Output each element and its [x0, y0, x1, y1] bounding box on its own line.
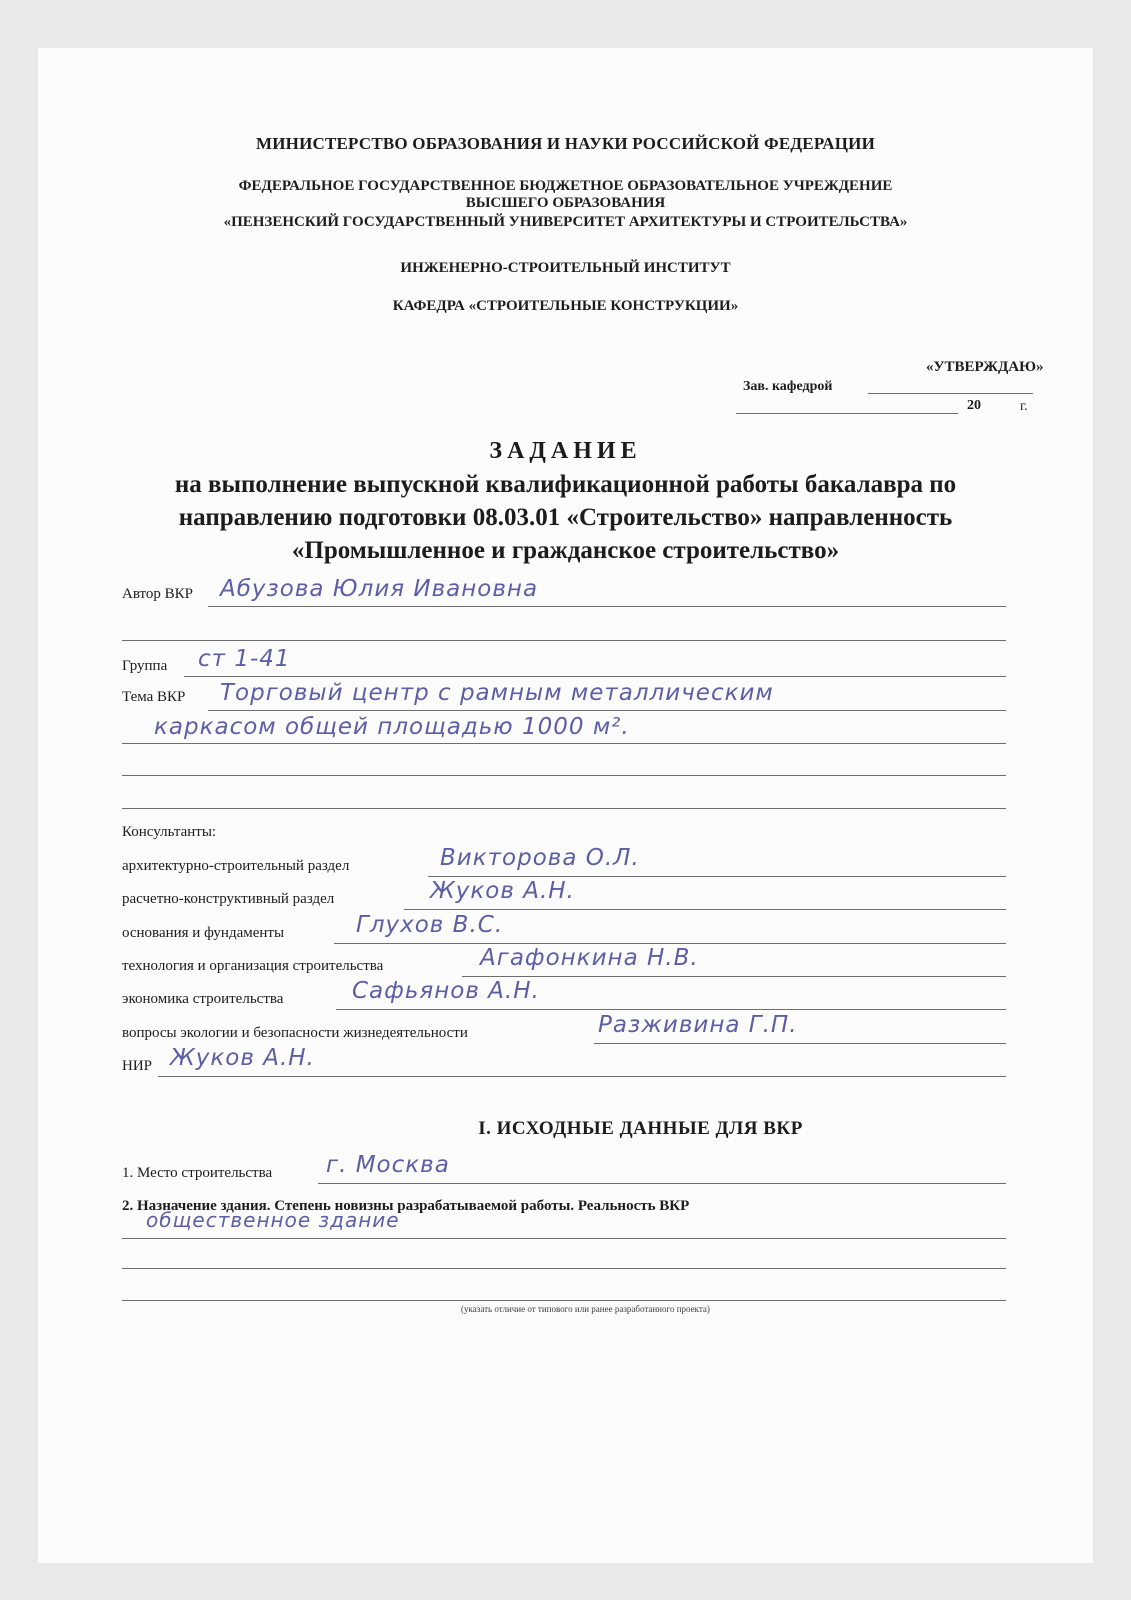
author-extra-line: [122, 640, 1006, 641]
consultant-value-structural: Жуков А.Н.: [430, 878, 575, 904]
approval-year-prefix: 20: [967, 398, 981, 413]
topic-handwritten-line-1: Торговый центр с рамным металлическим: [220, 680, 774, 706]
construction-site-label: 1. Место строительства: [122, 1165, 273, 1181]
topic-line-2: [122, 743, 1006, 744]
building-purpose-line-1: [122, 1238, 1006, 1239]
consultant-line-architecture: [428, 876, 1006, 877]
approval-year-suffix: г.: [1020, 399, 1028, 414]
head-of-department-label: Зав. кафедрой: [743, 379, 833, 394]
consultants-label: Консультанты:: [122, 824, 217, 840]
consultant-label-research: НИР: [122, 1058, 153, 1074]
head-signature-line: [868, 393, 1033, 394]
title-line-1: на выполнение выпускной квалификационной работы бакалавра по: [174, 471, 957, 498]
document-title: ЗАДАНИЕ: [489, 438, 642, 464]
institution-line-3: «ПЕНЗЕНСКИЙ ГОСУДАРСТВЕННЫЙ УНИВЕРСИТЕТ АРХИТЕКТУРЫ И СТРОИТЕЛЬСТВА»: [223, 214, 908, 230]
approval-stamp-text: «УТВЕРЖДАЮ»: [926, 359, 1044, 375]
consultant-value-technology: Агафонкина Н.В.: [480, 945, 699, 971]
group-handwritten: ст 1-41: [198, 646, 291, 672]
consultant-value-research: Жуков А.Н.: [170, 1045, 315, 1071]
topic-line-3: [122, 775, 1006, 776]
group-label: Группа: [122, 658, 168, 674]
author-line: [208, 606, 1006, 607]
building-purpose-value: общественное здание: [146, 1208, 400, 1232]
topic-handwritten-line-2: каркасом общей площадью 1000 м².: [154, 714, 630, 740]
consultant-label-economics: экономика строительства: [122, 991, 284, 1007]
group-line: [184, 676, 1006, 677]
construction-site-line: [318, 1183, 1006, 1184]
consultant-label-foundations: основания и фундаменты: [122, 925, 285, 941]
topic-label: Тема ВКР: [122, 689, 186, 705]
consultant-label-architecture: архитектурно-строительный раздел: [122, 858, 350, 874]
consultant-line-technology: [462, 976, 1006, 977]
consultant-label-technology: технология и организация строительства: [122, 958, 384, 974]
title-line-3: «Промышленное и гражданское строительство»: [291, 537, 840, 564]
topic-line-4: [122, 808, 1006, 809]
consultant-label-structural: расчетно-конструктивный раздел: [122, 891, 335, 907]
consultant-line-research: [158, 1076, 1006, 1077]
title-line-2: направлению подготовки 08.03.01 «Строительство» направленность: [178, 504, 953, 531]
consultant-value-ecology: Разживина Г.П.: [598, 1012, 798, 1038]
department-name: КАФЕДРА «СТРОИТЕЛЬНЫЕ КОНСТРУКЦИИ»: [392, 298, 739, 314]
topic-line-1: [208, 710, 1006, 711]
approval-date-line: [736, 413, 958, 414]
consultant-line-economics: [336, 1009, 1006, 1010]
consultant-value-economics: Сафьянов А.Н.: [352, 978, 540, 1004]
consultant-label-ecology: вопросы экологии и безопасности жизнедеятельности: [122, 1025, 468, 1041]
section-1-title: I. ИСХОДНЫЕ ДАННЫЕ ДЛЯ ВКР: [478, 1118, 803, 1139]
document-sheet: [38, 48, 1093, 1563]
institute-name: ИНЖЕНЕРНО-СТРОИТЕЛЬНЫЙ ИНСТИТУТ: [400, 260, 731, 276]
consultant-value-foundations: Глухов В.С.: [356, 912, 504, 938]
author-handwritten: Абузова Юлия Ивановна: [220, 576, 539, 602]
consultant-line-foundations: [334, 943, 1006, 944]
institution-line-2: ВЫСШЕГО ОБРАЗОВАНИЯ: [465, 195, 666, 211]
construction-site-value: г. Москва: [326, 1152, 450, 1178]
consultant-line-ecology: [594, 1043, 1006, 1044]
institution-line-1: ФЕДЕРАЛЬНОЕ ГОСУДАРСТВЕННОЕ БЮДЖЕТНОЕ ОБРАЗОВАТЕЛЬНОЕ УЧРЕЖДЕНИЕ: [238, 178, 893, 194]
building-purpose-line-2: [122, 1268, 1006, 1269]
building-purpose-note: (указать отличие от типового или ранее разработанного проекта): [461, 1304, 710, 1314]
author-label: Автор ВКР: [122, 586, 194, 602]
ministry-heading: МИНИСТЕРСТВО ОБРАЗОВАНИЯ И НАУКИ РОССИЙСКОЙ ФЕДЕРАЦИИ: [255, 134, 875, 153]
consultant-line-structural: [404, 909, 1006, 910]
consultant-value-architecture: Викторова О.Л.: [440, 845, 640, 871]
building-purpose-label: 2. Назначение здания. Степень новизны разрабатываемой работы. Реальность ВКР: [122, 1198, 690, 1214]
building-purpose-line-3: [122, 1300, 1006, 1301]
